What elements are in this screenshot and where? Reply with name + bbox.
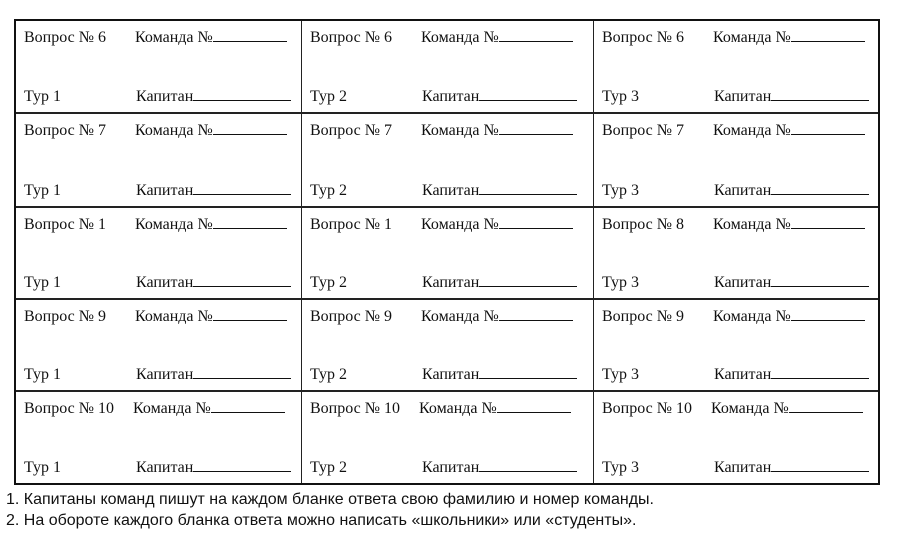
team-number-field[interactable] (421, 122, 573, 140)
tour-label: Тур 2 (310, 182, 347, 199)
question-number: Вопрос № 9 (602, 308, 684, 325)
question-number: Вопрос № 7 (602, 122, 684, 139)
answer-card (302, 392, 594, 483)
instruction-1: 1. Капитаны команд пишут на каждом бланке ответа свою фамилию и номер команды. (6, 491, 654, 508)
question-number: Вопрос № 10 (602, 400, 692, 417)
captain-label: Капитан (136, 88, 194, 105)
captain-field[interactable] (714, 366, 869, 384)
question-number: Вопрос № 7 (24, 122, 106, 139)
team-label: Команда № (133, 400, 211, 417)
captain-label: Капитан (714, 88, 772, 105)
team-label: Команда № (711, 400, 789, 417)
captain-label: Капитан (136, 366, 194, 383)
tour-label: Тур 3 (602, 182, 639, 199)
team-label: Команда № (421, 308, 499, 325)
question-number: Вопрос № 1 (24, 216, 106, 233)
team-number-field[interactable] (713, 122, 865, 140)
captain-label: Капитан (714, 182, 772, 199)
team-number-field[interactable] (419, 400, 571, 418)
answer-card (302, 21, 594, 114)
captain-label: Капитан (422, 88, 480, 105)
team-label: Команда № (713, 308, 791, 325)
captain-label: Капитан (136, 459, 194, 476)
answer-card (16, 208, 302, 300)
captain-field[interactable] (422, 366, 577, 384)
question-number: Вопрос № 10 (24, 400, 114, 417)
captain-field[interactable] (422, 274, 577, 292)
team-number-field[interactable] (713, 216, 865, 234)
team-label: Команда № (135, 216, 213, 233)
captain-field[interactable] (136, 182, 291, 200)
captain-field[interactable] (714, 182, 869, 200)
answer-card (16, 300, 302, 392)
tour-label: Тур 2 (310, 459, 347, 476)
captain-label: Капитан (714, 274, 772, 291)
answer-card (594, 114, 878, 208)
tour-label: Тур 3 (602, 366, 639, 383)
answer-card (594, 21, 878, 114)
captain-field[interactable] (422, 459, 577, 477)
team-label: Команда № (135, 122, 213, 139)
team-label: Команда № (419, 400, 497, 417)
answer-card (594, 392, 878, 483)
captain-label: Капитан (136, 274, 194, 291)
question-number: Вопрос № 8 (602, 216, 684, 233)
team-label: Команда № (421, 29, 499, 46)
captain-label: Капитан (136, 182, 194, 199)
captain-field[interactable] (714, 88, 869, 106)
answer-card (594, 300, 878, 392)
tour-label: Тур 1 (24, 274, 61, 291)
answer-card (16, 114, 302, 208)
captain-label: Капитан (422, 366, 480, 383)
team-number-field[interactable] (135, 308, 287, 326)
captain-field[interactable] (714, 274, 869, 292)
answer-card (302, 208, 594, 300)
question-number: Вопрос № 9 (24, 308, 106, 325)
answer-card (302, 300, 594, 392)
captain-label: Капитан (714, 366, 772, 383)
team-label: Команда № (421, 122, 499, 139)
tour-label: Тур 2 (310, 274, 347, 291)
captain-label: Капитан (422, 182, 480, 199)
team-number-field[interactable] (133, 400, 285, 418)
captain-label: Капитан (422, 459, 480, 476)
tour-label: Тур 1 (24, 366, 61, 383)
question-number: Вопрос № 6 (24, 29, 106, 46)
team-number-field[interactable] (135, 122, 287, 140)
team-label: Команда № (713, 216, 791, 233)
captain-field[interactable] (422, 88, 577, 106)
question-number: Вопрос № 10 (310, 400, 400, 417)
captain-field[interactable] (714, 459, 869, 477)
tour-label: Тур 3 (602, 274, 639, 291)
answer-card (16, 21, 302, 114)
team-label: Команда № (421, 216, 499, 233)
question-number: Вопрос № 9 (310, 308, 392, 325)
tour-label: Тур 2 (310, 88, 347, 105)
captain-field[interactable] (136, 459, 291, 477)
team-label: Команда № (713, 29, 791, 46)
team-number-field[interactable] (713, 29, 865, 47)
team-label: Команда № (135, 29, 213, 46)
captain-field[interactable] (422, 182, 577, 200)
team-label: Команда № (713, 122, 791, 139)
captain-field[interactable] (136, 88, 291, 106)
team-label: Команда № (135, 308, 213, 325)
captain-label: Капитан (422, 274, 480, 291)
tour-label: Тур 1 (24, 459, 61, 476)
captain-label: Капитан (714, 459, 772, 476)
captain-field[interactable] (136, 274, 291, 292)
question-number: Вопрос № 6 (310, 29, 392, 46)
team-number-field[interactable] (135, 29, 287, 47)
team-number-field[interactable] (713, 308, 865, 326)
question-number: Вопрос № 1 (310, 216, 392, 233)
instructions (6, 489, 654, 531)
answer-card (16, 392, 302, 483)
tour-label: Тур 3 (602, 459, 639, 476)
captain-field[interactable] (136, 366, 291, 384)
answer-card (302, 114, 594, 208)
tour-label: Тур 1 (24, 182, 61, 199)
tour-label: Тур 1 (24, 88, 61, 105)
team-number-field[interactable] (421, 216, 573, 234)
team-number-field[interactable] (135, 216, 287, 234)
question-number: Вопрос № 6 (602, 29, 684, 46)
team-number-field[interactable] (711, 400, 863, 418)
team-number-field[interactable] (421, 308, 573, 326)
answer-form-grid (14, 19, 880, 485)
team-number-field[interactable] (421, 29, 573, 47)
tour-label: Тур 3 (602, 88, 639, 105)
instruction-2: 2. На обороте каждого бланка ответа можно написать «школьники» или «студенты». (6, 512, 637, 529)
question-number: Вопрос № 7 (310, 122, 392, 139)
tour-label: Тур 2 (310, 366, 347, 383)
answer-card (594, 208, 878, 300)
